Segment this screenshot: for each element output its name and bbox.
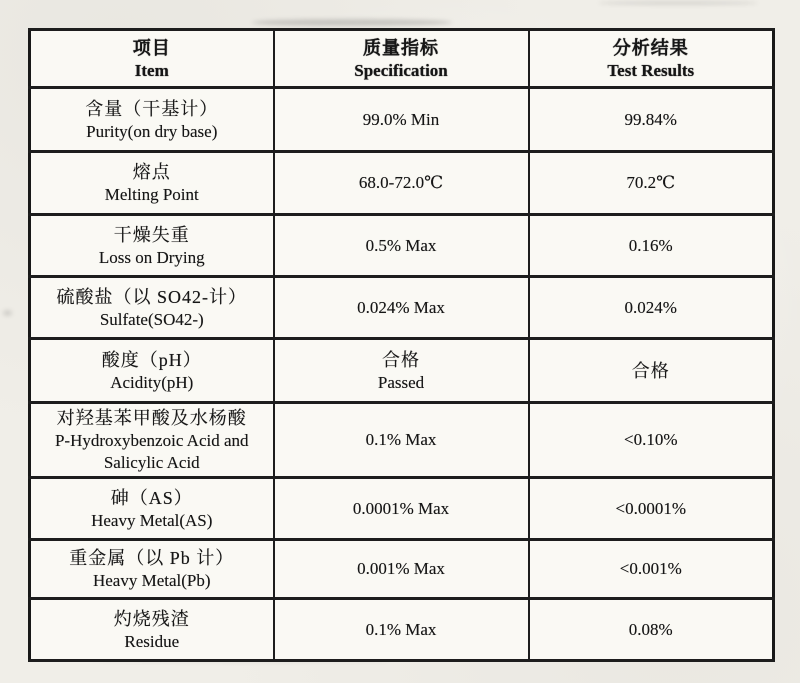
- result-cell: [529, 478, 774, 540]
- spec-value: 0.0001% Max: [352, 498, 450, 518]
- result-cell: [529, 277, 774, 339]
- result-cell: [529, 540, 774, 599]
- quality-specification-table: [28, 28, 775, 662]
- item-en: Residue: [124, 631, 180, 651]
- item-en: Acidity(pH): [110, 372, 194, 392]
- spec-value: 0.5% Max: [365, 235, 437, 255]
- spec-value-en: Passed: [377, 372, 425, 392]
- item-zh: 重金属（以 Pb 计）: [69, 548, 235, 568]
- result-cell: [529, 88, 774, 152]
- spec-value: 0.024% Max: [357, 297, 445, 317]
- spec-value: 99.0% Min: [362, 109, 440, 129]
- spec-value: 68.0-72.0℃: [358, 173, 444, 192]
- header-specification-en: Specification: [354, 60, 448, 80]
- row-residue: [30, 599, 774, 661]
- item-en: Heavy Metal(Pb): [92, 571, 211, 590]
- result-cell: [529, 403, 774, 478]
- result-cell: [529, 599, 774, 661]
- result-value: <0.0001%: [615, 498, 686, 518]
- item-en: Sulfate(SO42-): [99, 309, 204, 329]
- spec-value: 0.1% Max: [365, 430, 437, 449]
- spec-cell: [274, 88, 529, 152]
- result-value: 合格: [631, 360, 670, 381]
- row-arsenic: [30, 478, 774, 540]
- item-zh: 灼烧残渣: [113, 608, 190, 629]
- spec-cell: [274, 599, 529, 661]
- item-cell: [30, 403, 274, 478]
- header-item-zh: 项目: [132, 37, 171, 58]
- header-specification: [274, 30, 529, 88]
- item-en: Melting Point: [104, 185, 199, 204]
- item-cell: [30, 599, 274, 661]
- item-zh: 含量（干基计）: [85, 98, 219, 119]
- item-cell: [30, 339, 274, 403]
- row-purity: [30, 88, 774, 152]
- spec-cell: [274, 339, 529, 403]
- header-item: [30, 30, 274, 88]
- spec-value: 0.001% Max: [357, 559, 445, 578]
- item-en: Purity(on dry base): [86, 121, 218, 141]
- spec-value: 0.1% Max: [365, 619, 437, 639]
- header-specification-zh: 质量指标: [363, 37, 439, 58]
- header-item-en: Item: [134, 60, 169, 80]
- row-acidity: [30, 339, 774, 403]
- result-value: 70.2℃: [626, 173, 676, 192]
- result-value: <0.001%: [619, 559, 682, 578]
- scan-smudge: [252, 19, 452, 26]
- spec-cell: [274, 478, 529, 540]
- result-value: 0.16%: [628, 235, 673, 255]
- result-cell: [529, 339, 774, 403]
- item-en: Heavy Metal(AS): [91, 510, 213, 530]
- row-hydroxybenzoic-salicylic: [30, 403, 774, 478]
- item-cell: [30, 152, 274, 215]
- item-cell: [30, 478, 274, 540]
- scan-smudge: [3, 310, 12, 316]
- item-zh: 对羟基苯甲酸及水杨酸: [56, 408, 247, 428]
- spec-cell: [274, 152, 529, 215]
- item-zh: 熔点: [132, 162, 171, 182]
- result-value: 99.84%: [624, 109, 677, 129]
- row-sulfate: [30, 277, 774, 339]
- spec-cell: [274, 540, 529, 599]
- item-zh: 砷（AS）: [110, 487, 193, 508]
- item-zh: 硫酸盐（以 SO42-计）: [56, 286, 247, 307]
- item-zh: 酸度（pH）: [101, 349, 202, 370]
- header-row: [30, 30, 774, 88]
- result-cell: [529, 215, 774, 277]
- header-test-results-en: Test Results: [607, 60, 695, 80]
- row-loss-on-drying: [30, 215, 774, 277]
- item-en: P-Hydroxybenzoic Acid and Salicylic Acid: [54, 431, 249, 472]
- item-cell: [30, 277, 274, 339]
- header-test-results: [529, 30, 774, 88]
- item-cell: [30, 88, 274, 152]
- scan-smudge: [598, 1, 758, 5]
- result-cell: [529, 152, 774, 215]
- item-en: Loss on Drying: [98, 247, 205, 267]
- item-cell: [30, 215, 274, 277]
- spec-cell: [274, 215, 529, 277]
- header-test-results-zh: 分析结果: [612, 37, 689, 58]
- spec-value-zh: 合格: [382, 349, 420, 370]
- item-zh: 干燥失重: [113, 224, 190, 245]
- spec-cell: [274, 403, 529, 478]
- item-cell: [30, 540, 274, 599]
- result-value: 0.08%: [628, 619, 673, 639]
- result-value: 0.024%: [624, 297, 677, 317]
- row-heavy-metal-pb: [30, 540, 774, 599]
- result-value: <0.10%: [624, 430, 678, 449]
- spec-cell: [274, 277, 529, 339]
- row-melting-point: [30, 152, 774, 215]
